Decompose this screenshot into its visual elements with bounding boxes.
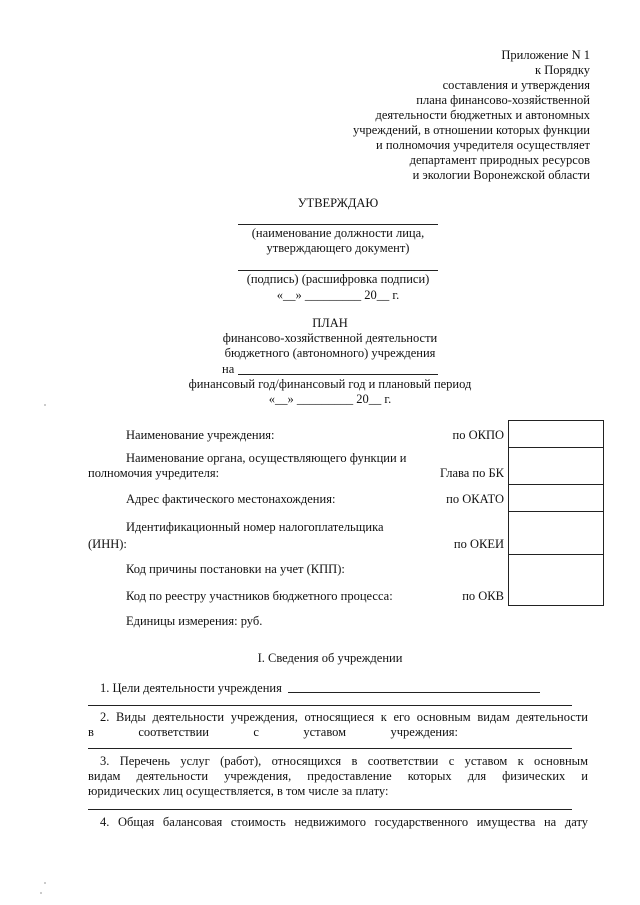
plan-year-line xyxy=(238,374,438,375)
appendix-line: плана финансово-хозяйственной xyxy=(416,93,590,107)
item-2-text-2: в соответствии с уставом учреждения: xyxy=(88,725,458,739)
appendix-line: деятельности бюджетных и автономных xyxy=(375,108,590,122)
plan-period: финансовый год/финансовый год и плановый период xyxy=(188,377,472,391)
plan-title: ПЛАН xyxy=(312,316,348,330)
code-okv-label: по ОКВ xyxy=(462,589,504,603)
code-okpo-label: по ОКПО xyxy=(452,428,504,442)
appendix-line: департамент природных ресурсов xyxy=(409,153,590,167)
appendix-line: Приложение N 1 xyxy=(501,48,590,62)
item-2-text-1: 2. Виды деятельности учреждения, относящиеся к его основным видам деятельности xyxy=(100,710,588,724)
appendix-line: к Порядку xyxy=(535,63,590,77)
approve-date: «__» _________ 20__ г. xyxy=(276,288,400,302)
item-3-answer-line xyxy=(88,809,572,810)
plan-subtitle-1: финансово-хозяйственной деятельности xyxy=(222,331,438,345)
position-caption-1: (наименование должности лица, xyxy=(251,226,425,240)
item-1-answer-line xyxy=(88,705,572,706)
okei-code-box[interactable] xyxy=(508,511,604,555)
okv-code-box[interactable] xyxy=(508,554,604,606)
field-inn-label-1: Идентификационный номер налогоплательщика xyxy=(126,520,384,534)
scan-speck xyxy=(44,882,46,884)
appendix-line: и полномочия учредителя осуществляет xyxy=(376,138,590,152)
item-3-text-2: видам деятельности учреждения, предоставление которых для физических и xyxy=(88,769,588,783)
field-address-label: Адрес фактического местонахождения: xyxy=(126,492,336,506)
item-1-text: 1. Цели деятельности учреждения xyxy=(100,681,282,695)
item-2-answer-line xyxy=(88,748,572,749)
code-okei-label: по ОКЕИ xyxy=(453,537,504,551)
field-units-label: Единицы измерения: руб. xyxy=(126,614,263,628)
section-title: I. Сведения об учреждении xyxy=(257,651,403,665)
appendix-line: составления и утверждения xyxy=(442,78,590,92)
appendix-line: и экологии Воронежской области xyxy=(412,168,590,182)
appendix-block xyxy=(260,48,590,183)
scan-speck xyxy=(44,404,46,406)
item-3-text-1: 3. Перечень услуг (работ), относящихся в соответствии с уставом к основным xyxy=(100,754,588,768)
plan-date: «__» _________ 20__ г. xyxy=(268,392,392,406)
appendix-line: учреждений, в отношении которых функции xyxy=(352,123,590,137)
item-3-text-3: юридических лиц осуществляется, в том числе за плату: xyxy=(88,784,389,798)
code-glava-label: Глава по БК xyxy=(439,466,504,480)
item-1-fill-line xyxy=(288,692,540,693)
approve-title: УТВЕРЖДАЮ xyxy=(297,196,379,210)
glava-bk-code-box[interactable] xyxy=(508,447,604,485)
okpo-code-box[interactable] xyxy=(508,420,604,448)
item-4-text-1: 4. Общая балансовая стоимость недвижимого государственного имущества на дату xyxy=(100,815,588,829)
field-inn-label-2: (ИНН): xyxy=(88,537,127,551)
plan-on-label: на xyxy=(222,362,235,376)
field-organ-label-2: полномочия учредителя: xyxy=(88,466,220,480)
signature-caption: (подпись) (расшифровка подписи) xyxy=(246,272,430,286)
signature-line xyxy=(238,270,438,271)
plan-subtitle-2: бюджетного (автономного) учреждения xyxy=(224,346,436,360)
position-line xyxy=(238,224,438,225)
field-organ-label-1: Наименование органа, осуществляющего функции и xyxy=(126,451,407,465)
position-caption-2: утверждающего документ) xyxy=(266,241,410,255)
field-kpp-label: Код причины постановки на учет (КПП): xyxy=(126,562,345,576)
okato-code-box[interactable] xyxy=(508,484,604,512)
field-name-label: Наименование учреждения: xyxy=(126,428,275,442)
code-okato-label: по ОКАТО xyxy=(446,492,504,506)
scan-speck xyxy=(40,892,42,894)
field-registry-label: Код по реестру участников бюджетного процесса: xyxy=(126,589,393,603)
